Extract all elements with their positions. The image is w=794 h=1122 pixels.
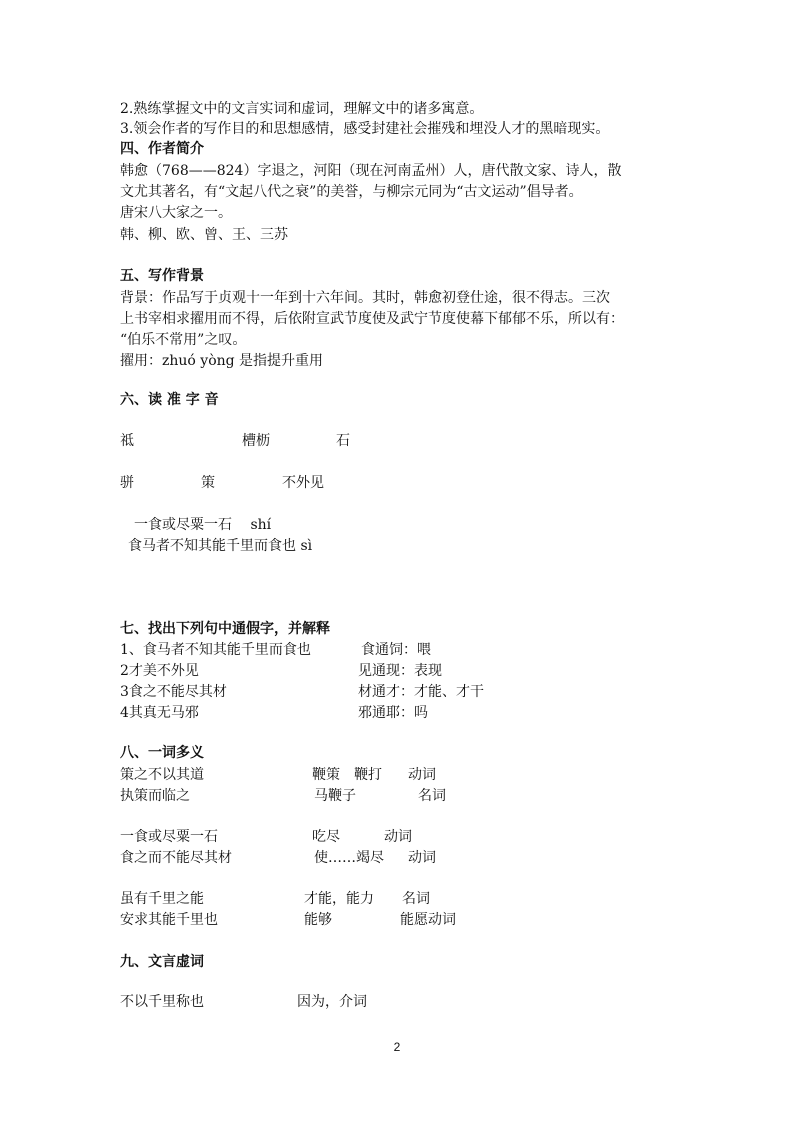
polysemy-meaning: 才能，能力 — [304, 891, 374, 907]
background-line-2: 上书宰相求擢用而不得，后依附宣武节度使及武宁节度使幕下郁郁不乐，所以有： — [120, 311, 624, 327]
pron-line-4: 食马者不知其能千里而食也 sì — [128, 538, 313, 554]
pron-word: 不外见 — [282, 475, 324, 491]
pron-line-3: 一食或尽粟一石 shí — [134, 517, 272, 533]
author-line-2: 文尤其著名，有“文起八代之衰”的美誉，与柳宗元同为“古文运动”倡导者。 — [120, 184, 583, 200]
section-heading-author: 四、作者简介 — [120, 141, 204, 157]
pron-word: 骈 — [120, 475, 134, 491]
tongjia-sentence: 3食之不能尽其材 — [120, 684, 227, 700]
tongjia-sentence: 2才美不外见 — [120, 663, 199, 679]
goal-line-3: 3.领会作者的写作目的和思想感情，感受封建社会摧残和埋没人才的黑暗现实。 — [120, 121, 610, 137]
pron-word: 祗 — [120, 433, 134, 449]
polysemy-sentence: 安求其能千里也 — [120, 912, 218, 928]
pron-word: 策 — [201, 475, 215, 491]
polysemy-pos: 名词 — [402, 891, 430, 907]
polysemy-pos: 名词 — [418, 788, 446, 804]
pron-word: 槽枥 — [242, 433, 270, 449]
author-line-1: 韩愈（768——824）字退之，河阳（现在河南孟州）人，唐代散文家、诗人，散 — [120, 163, 622, 179]
polysemy-pos: 动词 — [408, 850, 436, 866]
polysemy-sentence: 一食或尽粟一石 — [120, 829, 218, 845]
polysemy-meaning: 使……竭尽 — [314, 850, 384, 866]
tongjia-sentence: 4其真无马邪 — [120, 705, 199, 721]
tongjia-explain: 材通才：才能、才干 — [358, 684, 484, 700]
goal-line-2: 2.熟练掌握文中的文言实词和虚词，理解文中的诸多寓意。 — [120, 101, 484, 117]
polysemy-pos: 动词 — [384, 829, 412, 845]
tongjia-sentence: 1、食马者不知其能千里而食也 — [120, 642, 311, 658]
section-heading-polysemy: 八、一词多义 — [120, 745, 204, 761]
polysemy-sentence: 食之而不能尽其材 — [120, 850, 232, 866]
polysemy-meaning: 能够 — [304, 912, 332, 928]
section-heading-pronunciation: 六、读 准 字 音 — [120, 392, 219, 408]
polysemy-sentence: 执策而临之 — [120, 788, 190, 804]
background-line-1: 背景：作品写于贞观十一年到十六年间。其时，韩愈初登仕途，很不得志。三次 — [120, 290, 610, 306]
section-heading-tongjia: 七、找出下列句中通假字，并解释 — [120, 621, 330, 637]
tongjia-explain: 见通现：表现 — [358, 663, 442, 679]
pron-word: 石 — [336, 433, 350, 449]
polysemy-pos: 能愿动词 — [400, 912, 456, 928]
author-line-3: 唐宋八大家之一。 — [120, 205, 232, 221]
tongjia-explain: 邪通耶：吗 — [358, 705, 428, 721]
polysemy-meaning: 吃尽 — [312, 829, 340, 845]
polysemy-sentence: 策之不以其道 — [120, 767, 204, 783]
polysemy-meaning: 马鞭子 — [314, 788, 356, 804]
function-word-sentence: 不以千里称也 — [120, 994, 204, 1010]
tongjia-explain: 食通饲：喂 — [361, 642, 431, 658]
background-line-4: 擢用：zhuó yòng 是指提升重用 — [120, 353, 324, 369]
polysemy-sentence: 虽有千里之能 — [120, 891, 204, 907]
polysemy-meaning: 鞭策 鞭打 — [312, 767, 382, 783]
page-number: 2 — [393, 1040, 401, 1054]
polysemy-pos: 动词 — [408, 767, 436, 783]
section-heading-background: 五、写作背景 — [120, 268, 204, 284]
author-line-4: 韩、柳、欧、曾、王、三苏 — [120, 227, 288, 243]
background-line-3: “伯乐不常用”之叹。 — [120, 332, 247, 348]
function-word-meaning: 因为，介词 — [297, 994, 367, 1010]
section-heading-function-words: 九、文言虚词 — [120, 954, 204, 970]
